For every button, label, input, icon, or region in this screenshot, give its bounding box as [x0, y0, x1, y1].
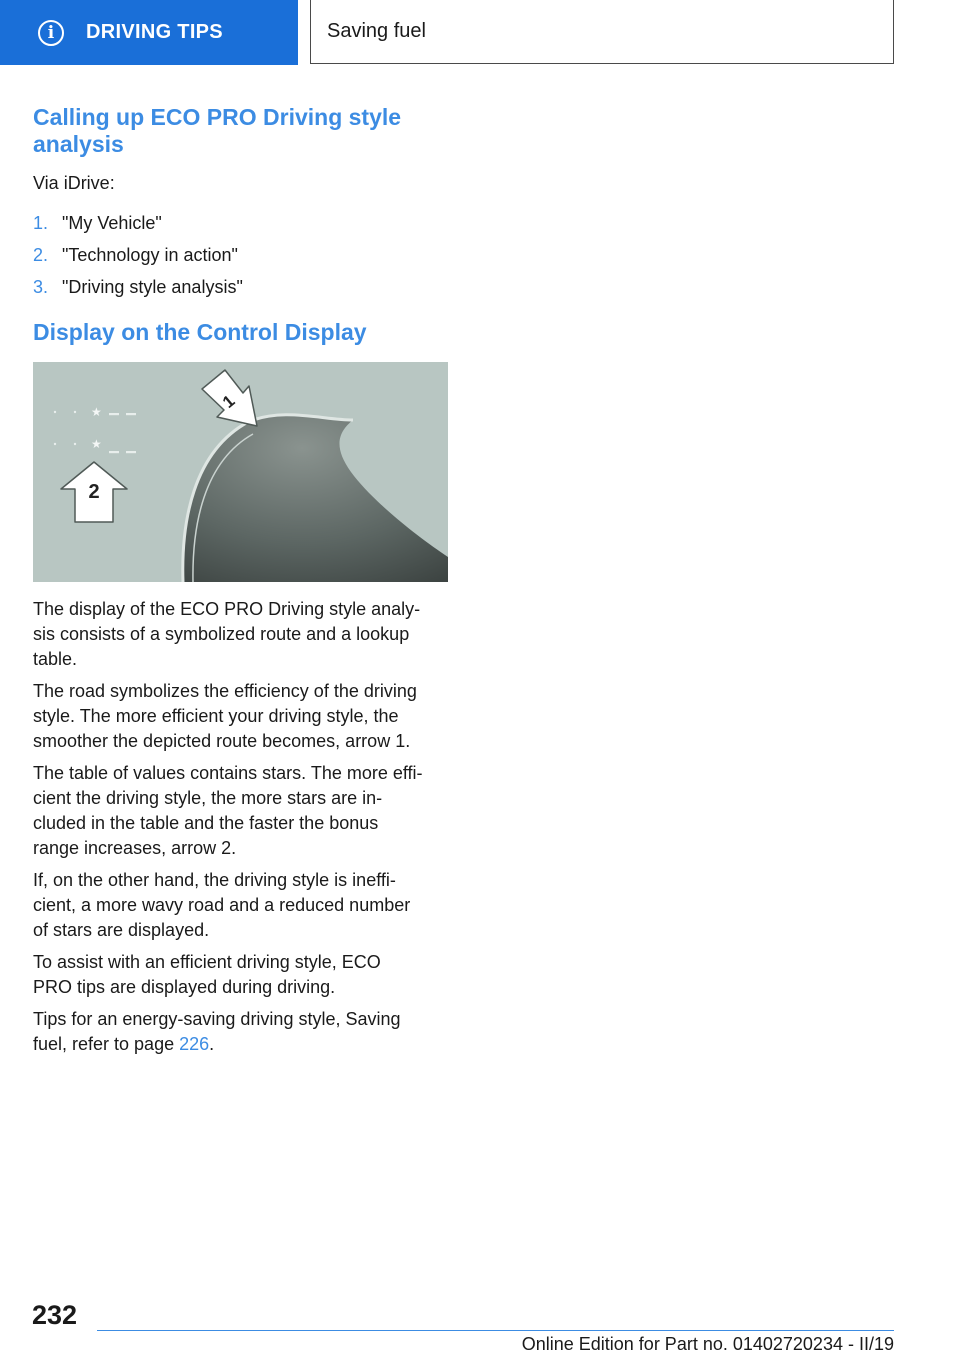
paragraph: To assist with an efficient driving style, ECO PRO tips are displayed during driving.: [33, 952, 381, 997]
info-icon: i: [38, 20, 64, 46]
svg-text:★: ★: [91, 405, 102, 419]
list-item: 2. "Technology in action": [33, 245, 238, 265]
step-list: [33, 211, 449, 307]
paragraph: The display of the ECO PRO Driving style analy- sis consists of a symbolized route and a lookup table.: [33, 599, 421, 669]
paragraph: The road symbolizes the efficiency of the driving style. The more efficient your driving style, the smoother the depicted route becomes, arrow 1.: [33, 681, 417, 751]
list-item: 3. "Driving style analysis": [33, 277, 243, 297]
heading-control-display: Display on the Control Display: [33, 319, 367, 345]
paragraph: If, on the other hand, the driving style is ineffi- cient, a more wavy road and a reduced number of stars are displayed.: [33, 870, 411, 940]
driving-style-figure: [33, 362, 448, 582]
header-section-tab: [0, 0, 298, 65]
paragraph-page-reference: Tips for an energy-saving driving style, Saving fuel, refer to page 226.: [33, 1009, 401, 1054]
edition-text: Online Edition for Part no. 01402720234 - II/19: [521, 1334, 894, 1354]
driving-style-illustration: [33, 362, 448, 582]
svg-text:★: ★: [91, 437, 102, 451]
topic-title: Saving fuel: [327, 20, 426, 42]
intro-text: Via iDrive:: [33, 173, 115, 193]
list-item: 1. "My Vehicle": [33, 213, 162, 233]
svg-text:1: 1: [218, 391, 239, 412]
header-topic-box: [310, 0, 894, 64]
body-text: [33, 597, 449, 1057]
page-link[interactable]: 226: [179, 1034, 210, 1054]
svg-text:2: 2: [88, 481, 100, 503]
page-number: 232: [32, 1300, 78, 1330]
footer-divider: [97, 1330, 894, 1331]
heading-calling-up: Calling up ECO PRO Driving style analysis: [33, 104, 402, 157]
section-calling-up: [33, 104, 449, 307]
section-title: DRIVING TIPS: [86, 21, 223, 43]
paragraph: The table of values contains stars. The more effi- cient the driving style, the more stars are in- cluded in the table and the faster the bonus range increases, arrow 2.: [33, 763, 423, 858]
